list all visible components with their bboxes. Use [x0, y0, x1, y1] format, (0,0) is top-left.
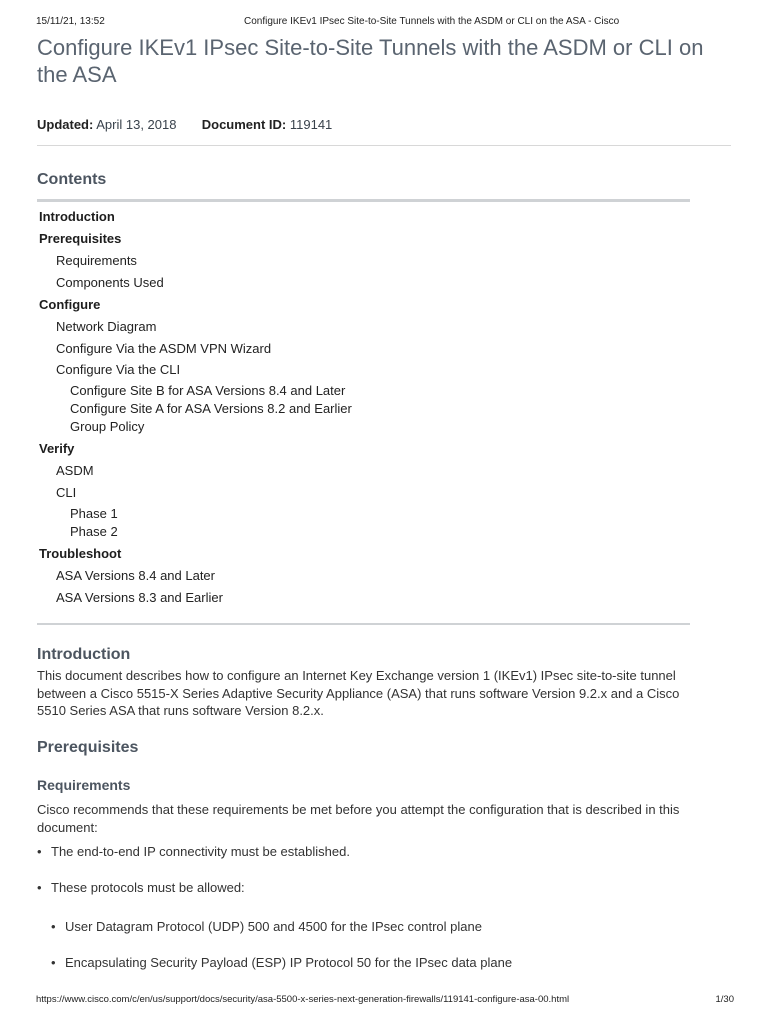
contents-end-divider: [37, 623, 690, 625]
toc-item[interactable]: Group Policy: [70, 419, 145, 434]
toc-item[interactable]: ASA Versions 8.4 and Later: [56, 568, 215, 583]
toc-item[interactable]: Requirements: [56, 253, 137, 268]
page-number: 1/30: [715, 994, 734, 1005]
print-document-title: Configure IKEv1 IPsec Site-to-Site Tunnels with the ASDM or CLI on the ASA - Cisco: [244, 16, 620, 27]
toc-item[interactable]: ASDM: [56, 463, 94, 478]
list-item: [51, 955, 513, 970]
toc-item[interactable]: Phase 2: [70, 524, 118, 539]
bullet-text: Encapsulating Security Payload (ESP) IP Protocol 50 for the IPsec data plane: [65, 955, 513, 970]
toc-item[interactable]: Introduction: [39, 209, 115, 224]
updated-label: Updated:: [37, 117, 94, 132]
introduction-body: This document describes how to configure an Internet Key Exchange version 1 (IKEv1) IPsec site-to-site tunnel between a Cisco 5515-X Series Adaptive Security Appliance (ASA) that runs software Version 9.2.x and a Cisco 5510 Series ASA that runs software Version 8.2.x.: [37, 668, 680, 718]
toc-item[interactable]: Configure Site B for ASA Versions 8.4 and Later: [70, 383, 346, 398]
toc-item[interactable]: ASA Versions 8.3 and Earlier: [56, 590, 223, 605]
print-datetime: 15/11/21, 13:52: [36, 16, 105, 27]
bullet-icon: •: [37, 880, 42, 895]
introduction-heading: Introduction: [37, 646, 131, 663]
toc-item[interactable]: Configure: [39, 297, 101, 312]
contents-divider: [37, 199, 690, 202]
toc-item[interactable]: CLI: [56, 485, 77, 500]
toc-item[interactable]: Troubleshoot: [39, 546, 122, 561]
list-item: [37, 844, 350, 859]
requirements-heading: Requirements: [37, 777, 131, 793]
toc-item[interactable]: Configure Via the CLI: [56, 362, 181, 377]
contents-heading: Contents: [37, 171, 107, 188]
divider: [37, 145, 731, 146]
toc-item[interactable]: Configure Site A for ASA Versions 8.2 and Earlier: [70, 401, 352, 416]
document-id-value: 119141: [289, 117, 333, 132]
toc-item[interactable]: Configure Via the ASDM VPN Wizard: [56, 341, 272, 356]
toc-item[interactable]: Network Diagram: [56, 319, 157, 334]
document-meta: [37, 117, 332, 132]
prerequisites-heading: Prerequisites: [37, 739, 139, 756]
requirements-intro: Cisco recommends that these requirements be met before you attempt the configuration that is described in this document:: [37, 802, 680, 835]
bullet-icon: •: [37, 844, 42, 859]
page-title: Configure IKEv1 IPsec Site-to-Site Tunnels with the ASDM or CLI on the ASA: [37, 35, 704, 87]
bullet-text: These protocols must be allowed:: [51, 880, 245, 895]
bullet-icon: •: [51, 919, 56, 934]
toc-item[interactable]: Prerequisites: [39, 231, 122, 246]
updated-value: April 13, 2018: [96, 117, 177, 132]
bullet-icon: •: [51, 955, 56, 970]
toc-item[interactable]: Phase 1: [70, 506, 118, 521]
bullet-text: User Datagram Protocol (UDP) 500 and 4500 for the IPsec control plane: [65, 919, 482, 934]
list-item: [51, 919, 482, 934]
toc-item[interactable]: Verify: [39, 441, 75, 456]
document-id-label: Document ID:: [201, 117, 287, 132]
bullet-text: The end-to-end IP connectivity must be established.: [51, 844, 350, 859]
print-url: https://www.cisco.com/c/en/us/support/docs/security/asa-5500-x-series-next-generation-firewalls/119141-configure-asa-00.html: [36, 994, 570, 1005]
list-item: [37, 880, 245, 895]
toc-item[interactable]: Components Used: [56, 275, 164, 290]
